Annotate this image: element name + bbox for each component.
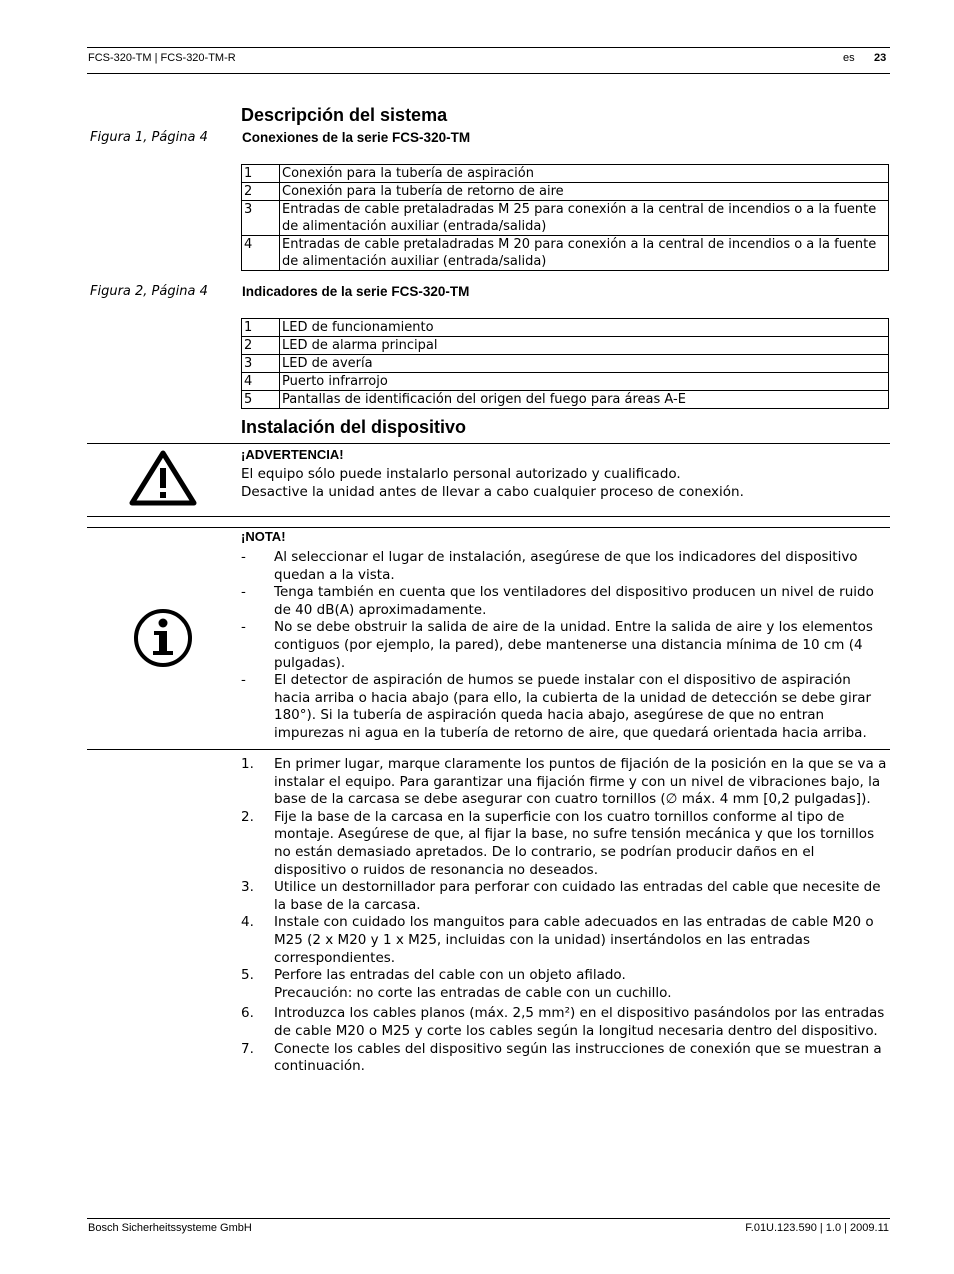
row-text: LED de alarma principal (280, 337, 889, 355)
row-text: Entradas de cable pretaladradas M 20 para conexión a la central de incendios o a la fuente de alimentación auxiliar (entrada/salida) (280, 236, 889, 271)
row-text: Puerto infrarrojo (280, 373, 889, 391)
list-item: 7. Conecte los cables del dispositivo según las instrucciones de conexión que se muestran a continuación. (241, 1040, 882, 1075)
warning-top-rule (87, 443, 890, 444)
table-row (242, 373, 889, 391)
table-row (242, 201, 889, 236)
table-row (242, 183, 889, 201)
row-number: 3 (242, 201, 280, 236)
list-item: 6. Introduzca los cables planos (máx. 2,5 mm²) en el dispositivo pasándolos por las entradas de cable M20 o M25 y corte los cables según la longitud necesaria dentro del dispositivo. (241, 1005, 885, 1039)
warning-icon (128, 448, 198, 512)
row-number: 1 (242, 319, 280, 337)
installation-steps (241, 756, 889, 1076)
note-list (241, 549, 889, 743)
row-number: 4 (242, 373, 280, 391)
row-number: 5 (242, 391, 280, 409)
warning-label: ¡ADVERTENCIA! (241, 447, 344, 462)
header-language: es (843, 52, 855, 64)
note-label: ¡NOTA! (241, 529, 286, 544)
footer-doc-id: F.01U.123.590 | 1.0 | 2009.11 (745, 1222, 889, 1234)
note-top-rule (87, 527, 890, 528)
figure-2-title: Indicadores de la serie FCS-320-TM (242, 284, 470, 299)
warning-text-1: El equipo sólo puede instalarlo personal autorizado y cualificado. (241, 466, 681, 482)
table-row (242, 337, 889, 355)
figure-1-reference: Figura 1, Página 4 (90, 130, 208, 145)
list-item: 3. Utilice un destornillador para perforar con cuidado las entradas del cable que necesite de la base de la carcasa. (241, 879, 881, 913)
footer-rule (87, 1218, 890, 1219)
header-top-rule (87, 47, 890, 48)
row-text: Conexión para la tubería de aspiración (280, 165, 889, 183)
connections-table (241, 164, 889, 271)
row-text: Pantallas de identificación del origen del fuego para áreas A-E (280, 391, 889, 409)
list-item: 4. Instale con cuidado los manguitos para cable adecuados en las entradas de cable M20 o M25 (2 x M20 y 1 x M25, incluidas con la unidad) insertándolos en las entradas correspondientes. (241, 914, 874, 966)
header-doc-title: FCS-320-TM | FCS-320-TM-R (88, 52, 236, 64)
table-row (242, 391, 889, 409)
list-item: - Tenga también en cuenta que los ventiladores del dispositivo producen un nivel de ruido de 40 dB(A) aproximadamente. (241, 584, 874, 618)
row-text: Conexión para la tubería de retorno de aire (280, 183, 889, 201)
list-item: 1. En primer lugar, marque claramente los puntos de fijación de la posición en la que se va a instalar el equipo. Para garantizar una fijación firme y con un nivel de vibraciones bajo, la base de la carcasa se debe asegurar con cuatro tornillos (∅ máx. 4 mm [0,2 pulgadas]). (241, 756, 887, 808)
row-number: 2 (242, 337, 280, 355)
header-page-number: 23 (874, 52, 887, 64)
footer-company: Bosch Sicherheitssysteme GmbH (88, 1222, 252, 1234)
warning-bottom-rule (87, 516, 890, 517)
section-title-descripcion: Descripción del sistema (241, 105, 448, 125)
row-number: 3 (242, 355, 280, 373)
section-title-instalacion: Instalación del dispositivo (241, 417, 467, 437)
list-item: - El detector de aspiración de humos se puede instalar con el dispositivo de aspiración hacia arriba o hacia abajo (para ello, la cubierta de la unidad de detección se debe girar 180°). Si la tubería de aspiración queda hacia abajo, asegúrese de que no entran impurezas ni agua en la tubería de retorno de aire, que quedará orientada hacia arriba. (241, 672, 872, 741)
table-row (242, 319, 889, 337)
warning-text-2: Desactive la unidad antes de llevar a cabo cualquier proceso de conexión. (241, 484, 744, 500)
info-icon (132, 607, 194, 673)
table-row (242, 165, 889, 183)
header-bottom-rule (87, 73, 890, 74)
list-item: - No se debe obstruir la salida de aire de la unidad. Entre la salida de aire y los elementos contiguos (por ejemplo, la pared), debe mantenerse una distancia mínima de 10 cm (4 pulgadas). (241, 619, 873, 671)
list-item: 2. Fije la base de la carcasa en la superficie con los cuatro tornillos conforme al tipo de montaje. Asegúrese de que, al fijar la base, no sufre tensión mecánica y que los tornillos no están demasiado apretados. De lo contrario, se podrían producir daños en el dispositivo o ruidos de resonancia no deseados. (241, 808, 875, 878)
row-text: LED de avería (280, 355, 889, 373)
row-number: 1 (242, 165, 280, 183)
table-row (242, 236, 889, 271)
row-number: 4 (242, 236, 280, 271)
row-number: 2 (242, 183, 280, 201)
figure-2-reference: Figura 2, Página 4 (90, 284, 208, 299)
table-row (242, 355, 889, 373)
row-text: LED de funcionamiento (280, 319, 889, 337)
list-item: - Al seleccionar el lugar de instalación, asegúrese de que los indicadores del dispositivo quedan a la vista. (241, 549, 858, 583)
figure-1-title: Conexiones de la serie FCS-320-TM (242, 130, 471, 145)
list-item: 5. Perfore las entradas del cable con un objeto afilado. Precaución: no corte las entradas de cable con un cuchillo. (241, 967, 672, 1001)
note-bottom-rule (87, 749, 890, 750)
indicators-table (241, 318, 889, 409)
row-text: Entradas de cable pretaladradas M 25 para conexión a la central de incendios o a la fuente de alimentación auxiliar (entrada/salida) (280, 201, 889, 236)
